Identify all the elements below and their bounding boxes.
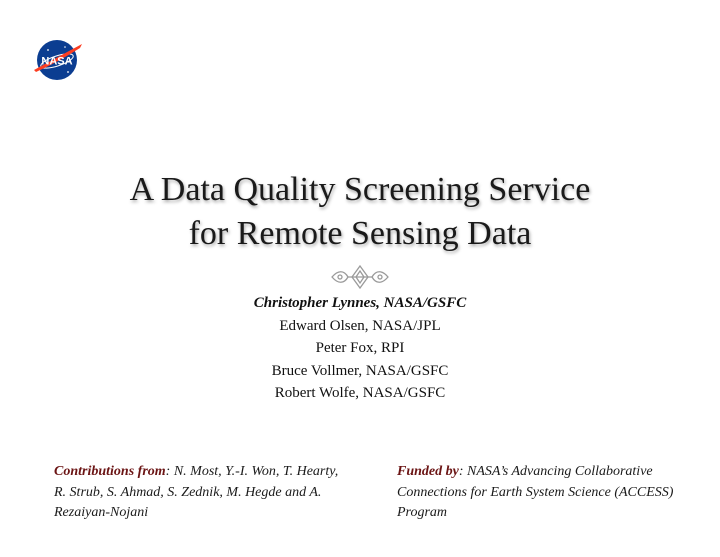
ornament-divider <box>330 264 390 290</box>
author-line: Robert Wolfe, NASA/GSFC <box>274 385 446 401</box>
author-line: Edward Olsen, NASA/JPL <box>279 317 441 334</box>
author-line: Peter Fox, RPI <box>315 340 405 356</box>
slide-title <box>0 168 720 256</box>
title-line-1: A Data Quality Screening Service <box>129 171 591 208</box>
lead-author: Christopher Lynnes, NASA/GSFC <box>253 295 467 311</box>
nasa-logo-text: NASA <box>41 55 73 68</box>
contributions-note <box>54 462 344 524</box>
title-line-2: for Remote Sensing Data <box>188 215 532 252</box>
author-list <box>0 292 720 405</box>
author-line: Bruce Vollmer, NASA/GSFC <box>271 362 449 379</box>
contributions-text: : N. Most, Y.-I. Won, T. Hearty, R. Strub, S. Ahmad, S. Zednik, M. Hegde and A. Rezaiyan-Nojani <box>54 464 339 520</box>
nasa-logo <box>30 36 84 82</box>
funding-note <box>397 462 687 524</box>
funding-label: Funded by <box>397 464 459 479</box>
funding-text: : NASA’s Advancing Collaborative Connections for Earth System Science (ACCESS) Program <box>397 464 674 520</box>
contributions-label: Contributions from <box>54 464 166 479</box>
